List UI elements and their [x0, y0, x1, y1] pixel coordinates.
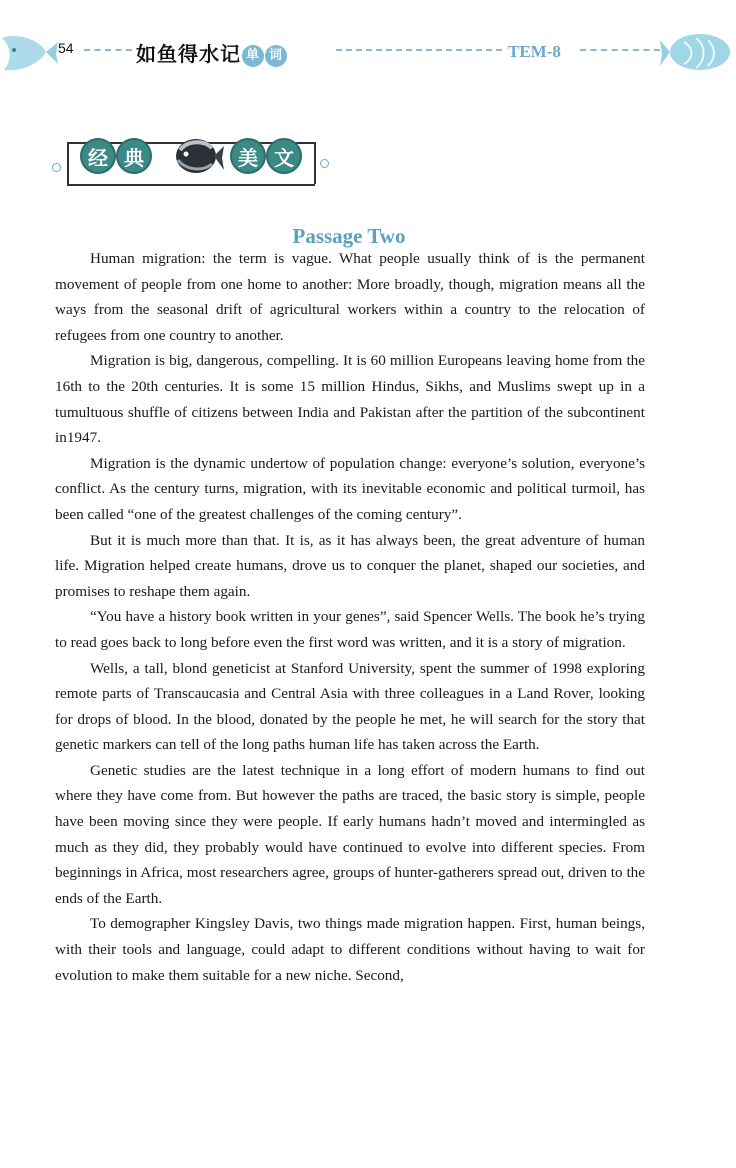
paragraph: Genetic studies are the latest technique in a long effort of modern humans to find out where they have come from. But however the paths are traced, the basic story is simple, people have been moving since they were people. If early humans hadn’t moved and intermingled as much as they did, they probably would have continued to evolve into different species. From beginnings in Africa, most researchers agree, groups of hunter-gatherers spread out, driven to the ends of the Earth. — [55, 761, 645, 907]
banner-border — [67, 142, 69, 184]
passage-body — [55, 246, 645, 988]
page-number: 54 — [58, 40, 74, 56]
paragraph: Wells, a tall, blond geneticist at Stanford University, spent the summer of 1998 exploring remote parts of Transcaucasia and Central Asia with three colleagues in a Land Rover, looking for drops of blood. In the blood, donated by the people he met, he will search for the story that genetic markers can tell of the long paths human life has taken across the Earth. — [55, 659, 645, 754]
header-divider — [580, 49, 660, 51]
banner-border — [67, 184, 315, 186]
paragraph: To demographer Kingsley Davis, two things made migration happen. First, human beings, with their tools and language, could adapt to different conditions without having to wait for evolution to make them suitable for a new niche. Second, — [55, 915, 645, 984]
banner-char: 文 — [266, 138, 302, 174]
paragraph: Migration is the dynamic undertow of population change: everyone’s solution, everyone’s conflict. As the century turns, migration, with its inevitable economic and political turmoil, has been called “one of the greatest challenges of the coming century”. — [55, 454, 645, 523]
banner-char: 美 — [230, 138, 266, 174]
paragraph: “You have a history book written in your genes”, said Spencer Wells. The book he’s trying to read goes back to long before even the first word was written, and it is a story of migration. — [55, 608, 645, 651]
page-header — [0, 30, 736, 80]
fish-icon — [170, 132, 224, 180]
fish-icon — [660, 30, 736, 80]
fish-icon — [0, 30, 60, 80]
book-title-text: 如鱼得水记 — [136, 42, 241, 66]
book-title-circled-char: 单 — [242, 45, 264, 67]
series-label: TEM-8 — [508, 42, 561, 61]
header-divider — [84, 49, 132, 51]
section-banner — [52, 128, 342, 188]
book-title — [136, 38, 287, 67]
passage-title: Passage Two — [292, 224, 406, 248]
banner-dot — [52, 163, 61, 172]
banner-char: 经 — [80, 138, 116, 174]
banner-border — [314, 142, 316, 184]
book-title-circled-char: 词 — [265, 45, 287, 67]
paragraph: But it is much more than that. It is, as it has always been, the great adventure of human life. Migration helped create humans, drove us to conquer the planet, shaped our societies, and promises to reshape them again. — [55, 531, 645, 600]
paragraph: Migration is big, dangerous, compelling. It is 60 million Europeans leaving home from the 16th to the 20th centuries. It is some 15 million Hindus, Sikhs, and Muslims swept up in a tumultuous shuffle of citizens between India and Pakistan after the partition of the subcontinent in1947. — [55, 352, 645, 447]
banner-char: 典 — [116, 138, 152, 174]
paragraph: Human migration: the term is vague. What people usually think of is the permanent movement of people from one home to another: More broadly, though, migration means all the ways from the seasonal drift of agricultural workers within a country to the relocation of refugees from one country to another. — [55, 250, 645, 344]
banner-dot — [320, 159, 329, 168]
header-divider — [336, 49, 502, 51]
